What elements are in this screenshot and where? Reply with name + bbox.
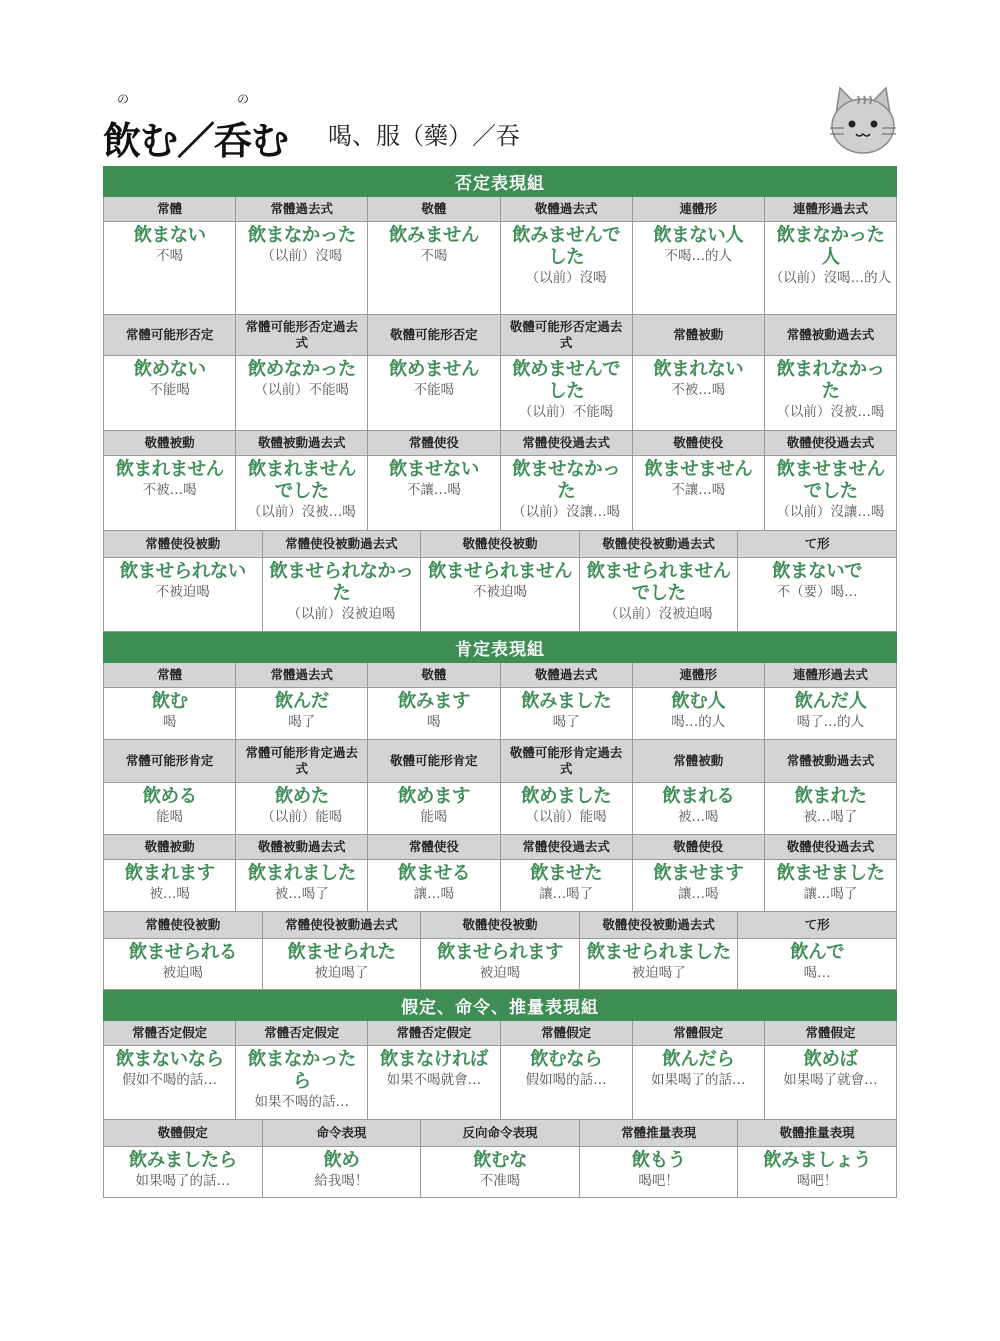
data-row — [103, 939, 897, 990]
form-cell — [103, 1147, 263, 1198]
japanese-form: 飲まれなかった — [776, 359, 885, 402]
chinese-meaning: （以前）沒喝…的人 — [769, 270, 892, 286]
japanese-form: 飲んだ人 — [794, 691, 867, 712]
japanese-form: 飲ませます — [653, 863, 744, 884]
chinese-meaning: 不喝 — [156, 248, 184, 264]
japanese-form: 飲みました — [521, 691, 612, 712]
section-banner-affirmative: 肯定表現組 — [103, 632, 897, 663]
ruby-reading-1: の — [117, 92, 130, 106]
form-cell — [765, 1046, 897, 1120]
japanese-form: 飲めませんでした — [512, 359, 621, 402]
chinese-meaning: 假如不喝的話… — [122, 1072, 217, 1088]
form-cell — [103, 783, 236, 835]
japanese-form: 飲むなら — [530, 1049, 603, 1070]
chinese-meaning: 被迫喝 — [162, 965, 204, 981]
column-header: 敬體使役被動 — [421, 531, 580, 558]
chinese-meaning: 不被迫喝 — [155, 584, 210, 600]
chinese-meaning: 被…喝 — [678, 809, 719, 825]
chinese-meaning: 不讓…喝 — [406, 482, 461, 498]
conjugation-table — [103, 166, 897, 1198]
form-cell — [368, 688, 500, 740]
chinese-meaning: 如果不喝的話… — [254, 1094, 349, 1110]
form-cell — [421, 939, 580, 990]
japanese-form: 飲ませられなかった — [269, 561, 414, 604]
chinese-meaning: （以前）沒喝 — [261, 248, 343, 264]
japanese-form: 飲ませられませんでした — [586, 561, 731, 604]
column-header: 常體假定 — [765, 1021, 897, 1046]
column-header: 常體使役 — [368, 835, 500, 860]
column-header: 常體使役 — [368, 431, 500, 456]
column-header: 連體形 — [633, 663, 765, 688]
chinese-meaning: 喝… — [803, 965, 831, 981]
form-cell — [765, 688, 897, 740]
chinese-meaning: 給我喝！ — [314, 1173, 369, 1189]
japanese-form: 飲んだ — [274, 691, 329, 712]
column-header: 敬體可能形肯定 — [368, 740, 500, 783]
chinese-meaning: 喝…的人 — [671, 714, 726, 730]
form-cell — [580, 558, 739, 632]
japanese-form: 飲めなかった — [247, 359, 356, 380]
column-header: 常體使役被動 — [103, 531, 263, 558]
column-header: 常體否定假定 — [236, 1021, 368, 1046]
chinese-meaning: 不喝…的人 — [664, 248, 733, 264]
column-header: 常體被動 — [633, 740, 765, 783]
chinese-meaning: 如果喝了的話… — [135, 1173, 231, 1189]
form-cell — [368, 783, 500, 835]
ruby-reading-2: の — [237, 92, 250, 106]
chinese-meaning: （以前）沒讓…喝 — [512, 504, 621, 520]
header-row — [103, 1021, 897, 1046]
japanese-form: 飲むな — [472, 1150, 527, 1171]
form-cell — [368, 1046, 500, 1120]
column-header: 敬體 — [368, 663, 500, 688]
form-cell — [368, 456, 500, 531]
japanese-form: 飲まれませんでした — [247, 459, 356, 502]
japanese-form: 飲まなかったら — [247, 1049, 356, 1092]
column-header: 常體使役被動 — [103, 912, 263, 939]
japanese-form: 飲んで — [790, 942, 845, 963]
column-header: 常體假定 — [501, 1021, 633, 1046]
column-header: 連體形 — [633, 197, 765, 222]
chinese-meaning: 被…喝了 — [274, 886, 329, 902]
japanese-form: 飲めば — [803, 1049, 858, 1070]
data-row — [103, 1046, 897, 1120]
column-header: 常體推量表現 — [580, 1120, 739, 1147]
column-header: 敬體可能形肯定過去式 — [501, 740, 633, 783]
form-cell — [738, 558, 897, 632]
column-header: 敬體被動過去式 — [236, 835, 368, 860]
column-header: 常體被動 — [633, 315, 765, 356]
form-cell — [633, 456, 765, 531]
chinese-meaning: 喝了…的人 — [796, 714, 865, 730]
data-row — [103, 688, 897, 740]
japanese-form: 飲めました — [521, 786, 612, 807]
chinese-meaning: （以前）沒讓…喝 — [776, 504, 885, 520]
form-cell — [236, 222, 368, 315]
chinese-meaning: 喝吧！ — [796, 1173, 838, 1189]
form-cell — [421, 1147, 580, 1198]
form-cell — [421, 558, 580, 632]
chinese-meaning: 能喝 — [156, 809, 184, 825]
chinese-meaning: （以前）沒被迫喝 — [287, 606, 396, 622]
chinese-meaning: 如果喝了就會… — [783, 1072, 878, 1088]
page-title: 飲む／呑む — [103, 119, 289, 163]
form-cell — [633, 356, 765, 431]
chinese-meaning: （以前）能喝 — [525, 809, 607, 825]
japanese-form: 飲ませない — [388, 459, 479, 480]
column-header: 敬體過去式 — [501, 197, 633, 222]
japanese-form: 飲ませられません — [427, 561, 572, 582]
chinese-meaning: 喝了 — [288, 714, 316, 730]
japanese-form: 飲まれる — [662, 786, 735, 807]
form-cell — [501, 860, 633, 912]
japanese-form: 飲もう — [631, 1150, 686, 1171]
data-row — [103, 222, 897, 315]
form-cell — [765, 783, 897, 835]
form-cell — [103, 558, 263, 632]
chinese-meaning: 不被…喝 — [671, 382, 726, 398]
column-header: 常體使役被動過去式 — [263, 531, 422, 558]
chinese-meaning: 喝 — [162, 714, 177, 730]
chinese-meaning: 喝了 — [552, 714, 580, 730]
chinese-meaning: （以前）能喝 — [261, 809, 343, 825]
chinese-meaning: 不能喝 — [413, 382, 455, 398]
chinese-meaning: 讓…喝 — [413, 886, 455, 902]
chinese-meaning: 喝 — [427, 714, 441, 730]
header-row — [103, 835, 897, 860]
form-cell — [103, 356, 236, 431]
chinese-meaning: 不喝 — [420, 248, 448, 264]
column-header: 敬體使役 — [633, 835, 765, 860]
column-header: 常體被動過去式 — [765, 315, 897, 356]
japanese-form: 飲める — [142, 786, 197, 807]
chinese-meaning: 喝吧！ — [638, 1173, 679, 1189]
japanese-form: 飲ませられた — [287, 942, 396, 963]
chinese-meaning: 如果喝了的話… — [651, 1072, 746, 1088]
header-row — [103, 912, 897, 939]
japanese-form: 飲まれない — [653, 359, 744, 380]
column-header: 敬體可能形否定過去式 — [501, 315, 633, 356]
form-cell — [765, 860, 897, 912]
form-cell — [738, 939, 897, 990]
chinese-meaning: （以前）不能喝 — [254, 382, 349, 398]
form-cell — [633, 860, 765, 912]
chinese-meaning: （以前）沒被迫喝 — [604, 606, 713, 622]
japanese-form: 飲みます — [397, 691, 470, 712]
form-cell — [236, 356, 368, 431]
chinese-meaning: 不能喝 — [149, 382, 190, 398]
form-cell — [765, 222, 897, 315]
column-header: 常體可能形肯定過去式 — [236, 740, 368, 783]
page-subtitle: 喝、服（藥）／吞 — [328, 122, 520, 150]
data-row — [103, 1147, 897, 1198]
form-cell — [103, 688, 236, 740]
form-cell — [236, 1046, 368, 1120]
chinese-meaning: 不准喝 — [479, 1173, 521, 1189]
japanese-form: 飲まないなら — [115, 1049, 224, 1070]
japanese-form: 飲みましたら — [128, 1150, 237, 1171]
chinese-meaning: 不被迫喝 — [472, 584, 527, 600]
chinese-meaning: （以前）沒喝 — [525, 270, 607, 286]
japanese-form: 飲む人 — [671, 691, 726, 712]
column-header: 敬體使役過去式 — [765, 431, 897, 456]
form-cell — [633, 688, 765, 740]
japanese-form: 飲めません — [388, 359, 479, 380]
japanese-form: 飲ませました — [776, 863, 885, 884]
column-header: 敬體使役被動過去式 — [580, 531, 739, 558]
form-cell — [236, 688, 368, 740]
japanese-form: 飲まれた — [794, 786, 867, 807]
chinese-meaning: 假如喝的話… — [525, 1072, 607, 1088]
form-cell — [738, 1147, 897, 1198]
header-row — [103, 315, 897, 356]
column-header: 敬體被動 — [103, 835, 236, 860]
form-cell — [263, 939, 422, 990]
japanese-form: 飲まない人 — [653, 225, 744, 246]
section-banner-conditional: 假定、命令、推量表現組 — [103, 990, 897, 1021]
chinese-meaning: （以前）沒被…喝 — [247, 504, 356, 520]
header-row — [103, 531, 897, 558]
column-header: 命令表現 — [263, 1120, 422, 1147]
japanese-form: 飲ませられない — [119, 561, 246, 582]
chinese-meaning: （以前）沒被…喝 — [776, 404, 885, 420]
column-header: 連體形過去式 — [765, 197, 897, 222]
form-cell — [633, 222, 765, 315]
column-header: 常體否定假定 — [103, 1021, 236, 1046]
column-header: 常體使役過去式 — [501, 835, 633, 860]
japanese-form: 飲まなかった人 — [776, 225, 885, 268]
japanese-form: 飲まないで — [772, 561, 863, 582]
form-cell — [236, 860, 368, 912]
form-cell — [501, 222, 633, 315]
form-cell — [263, 558, 422, 632]
chinese-meaning: 被迫喝了 — [314, 965, 369, 981]
form-cell — [103, 456, 236, 531]
form-cell — [580, 1147, 739, 1198]
chinese-meaning: （以前）不能喝 — [518, 404, 614, 420]
form-cell — [368, 222, 500, 315]
japanese-form: 飲まれます — [124, 863, 215, 884]
column-header: 敬體被動 — [103, 431, 236, 456]
column-header: 敬體假定 — [103, 1120, 263, 1147]
japanese-form: 飲めます — [397, 786, 470, 807]
japanese-form: 飲ませなかった — [512, 459, 621, 502]
japanese-form: 飲ませられる — [128, 942, 237, 963]
column-header: 常體可能形否定 — [103, 315, 236, 356]
header-row — [103, 1120, 897, 1147]
column-header: 敬體使役被動過去式 — [580, 912, 739, 939]
column-header: 反向命令表現 — [421, 1120, 580, 1147]
form-cell — [501, 783, 633, 835]
japanese-form: 飲ませる — [397, 863, 470, 884]
chinese-meaning: 不（要）喝… — [776, 584, 858, 600]
column-header: 常體否定假定 — [368, 1021, 500, 1046]
japanese-form: 飲まれません — [115, 459, 224, 480]
chinese-meaning: 讓…喝了 — [539, 886, 594, 902]
form-cell — [633, 783, 765, 835]
column-header: 常體可能形否定過去式 — [236, 315, 368, 356]
column-header: 常體使役過去式 — [501, 431, 633, 456]
column-header: て形 — [738, 912, 897, 939]
japanese-form: 飲まない — [133, 225, 206, 246]
form-cell — [103, 222, 236, 315]
chinese-meaning: 不被…喝 — [142, 482, 197, 498]
column-header: 常體假定 — [633, 1021, 765, 1046]
form-cell — [103, 939, 263, 990]
form-cell — [633, 1046, 765, 1120]
cat-icon — [826, 84, 900, 156]
column-header: 敬體推量表現 — [738, 1120, 897, 1147]
japanese-form: 飲ませられます — [436, 942, 563, 963]
japanese-form: 飲ませません — [644, 459, 753, 480]
form-cell — [103, 1046, 236, 1120]
form-cell — [580, 939, 739, 990]
chinese-meaning: 被迫喝了 — [631, 965, 686, 981]
column-header: 常體使役被動過去式 — [263, 912, 422, 939]
chinese-meaning: 被…喝 — [149, 886, 190, 902]
column-header: 敬體 — [368, 197, 500, 222]
chinese-meaning: 被迫喝 — [479, 965, 521, 981]
form-cell — [501, 1046, 633, 1120]
chinese-meaning: 讓…喝了 — [803, 886, 858, 902]
japanese-form: 飲む — [151, 691, 188, 712]
column-header: 常體 — [103, 197, 236, 222]
header-row — [103, 740, 897, 783]
column-header: 敬體過去式 — [501, 663, 633, 688]
japanese-form: 飲んだら — [662, 1049, 735, 1070]
form-cell — [368, 860, 500, 912]
column-header: 敬體使役 — [633, 431, 765, 456]
form-cell — [501, 356, 633, 431]
chinese-meaning: 如果不喝就會… — [386, 1072, 482, 1088]
japanese-form: 飲みませんでした — [512, 225, 621, 268]
chinese-meaning: 能喝 — [420, 809, 448, 825]
header-row — [103, 197, 897, 222]
japanese-form: 飲みません — [388, 225, 479, 246]
column-header: 常體可能形肯定 — [103, 740, 236, 783]
column-header: 常體過去式 — [236, 197, 368, 222]
column-header: 敬體被動過去式 — [236, 431, 368, 456]
header-row — [103, 431, 897, 456]
japanese-form: 飲ませませんでした — [776, 459, 885, 502]
japanese-form: 飲ませられました — [586, 942, 731, 963]
form-cell — [236, 783, 368, 835]
form-cell — [263, 1147, 422, 1198]
column-header: 連體形過去式 — [765, 663, 897, 688]
form-cell — [501, 688, 633, 740]
form-cell — [103, 860, 236, 912]
column-header: 常體 — [103, 663, 236, 688]
data-row — [103, 860, 897, 912]
column-header: 常體被動過去式 — [765, 740, 897, 783]
column-header: て形 — [738, 531, 897, 558]
form-cell — [501, 456, 633, 531]
japanese-form: 飲めた — [274, 786, 329, 807]
form-cell — [765, 356, 897, 431]
column-header: 敬體使役過去式 — [765, 835, 897, 860]
chinese-meaning: 讓…喝 — [678, 886, 719, 902]
japanese-form: 飲まれました — [247, 863, 356, 884]
column-header: 敬體使役被動 — [421, 912, 580, 939]
japanese-form: 飲めない — [133, 359, 206, 380]
japanese-form: 飲まなかった — [247, 225, 356, 246]
data-row — [103, 456, 897, 531]
form-cell — [368, 356, 500, 431]
chinese-meaning: 被…喝了 — [803, 809, 858, 825]
chinese-meaning: 不讓…喝 — [671, 482, 726, 498]
form-cell — [765, 456, 897, 531]
japanese-form: 飲まなければ — [379, 1049, 488, 1070]
header-row — [103, 663, 897, 688]
column-header: 敬體可能形否定 — [368, 315, 500, 356]
column-header: 常體過去式 — [236, 663, 368, 688]
japanese-form: 飲ませた — [530, 863, 603, 884]
data-row — [103, 558, 897, 632]
data-row — [103, 783, 897, 835]
section-banner-negative: 否定表現組 — [103, 166, 897, 197]
form-cell — [236, 456, 368, 531]
data-row — [103, 356, 897, 431]
japanese-form: 飲め — [323, 1150, 360, 1171]
japanese-form: 飲みましょう — [763, 1150, 872, 1171]
